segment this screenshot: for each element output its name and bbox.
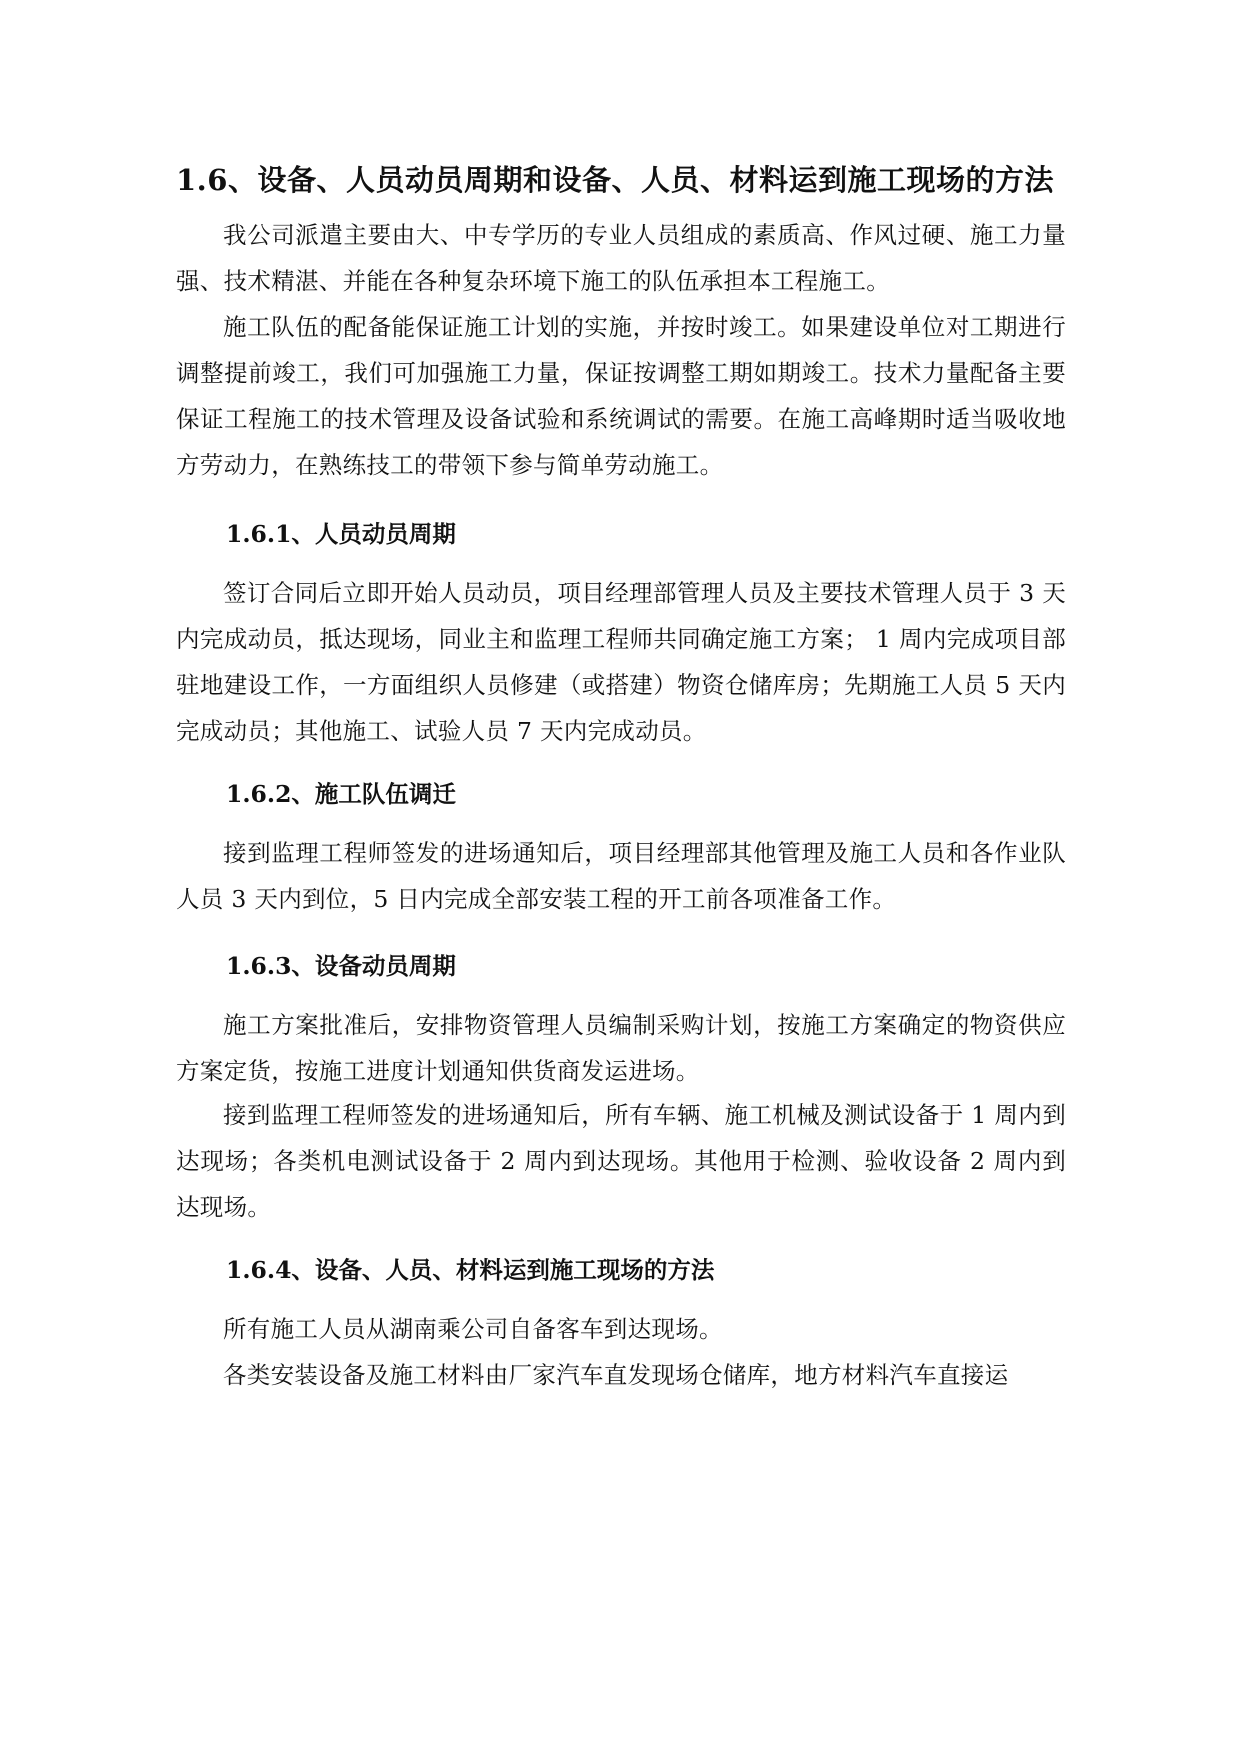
section-1-6-4-paragraph-2: 各类安装设备及施工材料由厂家汽车直发现场仓储库，地方材料汽车直接运 [223, 1361, 1009, 1389]
section-1-6-4-paragraph-1: 所有施工人员从湖南乘公司自备客车到达现场。 [223, 1315, 723, 1343]
intro-paragraph-1: 我公司派遣主要由大、中专学历的专业人员组成的素质高、作风过硬、施工力量强、技术精湛、并能在各种复杂环境下施工的队伍承担本工程施工。 [176, 221, 1066, 295]
section-heading-1-6-3: 1.6.3、设备动员周期 [226, 952, 456, 980]
section-heading-1-6-1: 1.6.1、人员动员周期 [226, 520, 456, 548]
section-1-6-2-paragraph-1: 接到监理工程师签发的进场通知后，项目经理部其他管理及施工人员和各作业队人员 3 天内到位，5 日内完成全部安装工程的开工前各项准备工作。 [176, 839, 1066, 913]
page-title: 1.6、设备、人员动员周期和设备、人员、材料运到施工现场的方法 [176, 163, 1054, 197]
section-1-6-3-paragraph-2: 接到监理工程师签发的进场通知后，所有车辆、施工机械及测试设备于 1 周内到达现场；各类机电测试设备于 2 周内到达现场。其他用于检测、验收设备 2 周内到达现场。 [176, 1101, 1066, 1221]
section-1-6-1-paragraph-1: 签订合同后立即开始人员动员，项目经理部管理人员及主要技术管理人员于 3 天内完成动员，抵达现场，同业主和监理工程师共同确定施工方案； 1 周内完成项目部驻地建设工作，一方面组织人员修建（或搭建）物资仓储库房；先期施工人员 5 天内完成动员；其他施工、试验人员 7 天内完成动员。 [176, 579, 1066, 745]
intro-paragraph-2: 施工队伍的配备能保证施工计划的实施，并按时竣工。如果建设单位对工期进行调整提前竣工，我们可加强施工力量，保证按调整工期如期竣工。技术力量配备主要保证工程施工的技术管理及设备试验和系统调试的需要。在施工高峰期时适当吸收地方劳动力，在熟练技工的带领下参与简单劳动施工。 [176, 313, 1066, 479]
section-heading-1-6-2: 1.6.2、施工队伍调迁 [226, 780, 456, 808]
section-1-6-3-paragraph-1: 施工方案批准后，安排物资管理人员编制采购计划，按施工方案确定的物资供应方案定货，按施工进度计划通知供货商发运进场。 [176, 1011, 1066, 1085]
section-heading-1-6-4: 1.6.4、设备、人员、材料运到施工现场的方法 [226, 1256, 715, 1284]
